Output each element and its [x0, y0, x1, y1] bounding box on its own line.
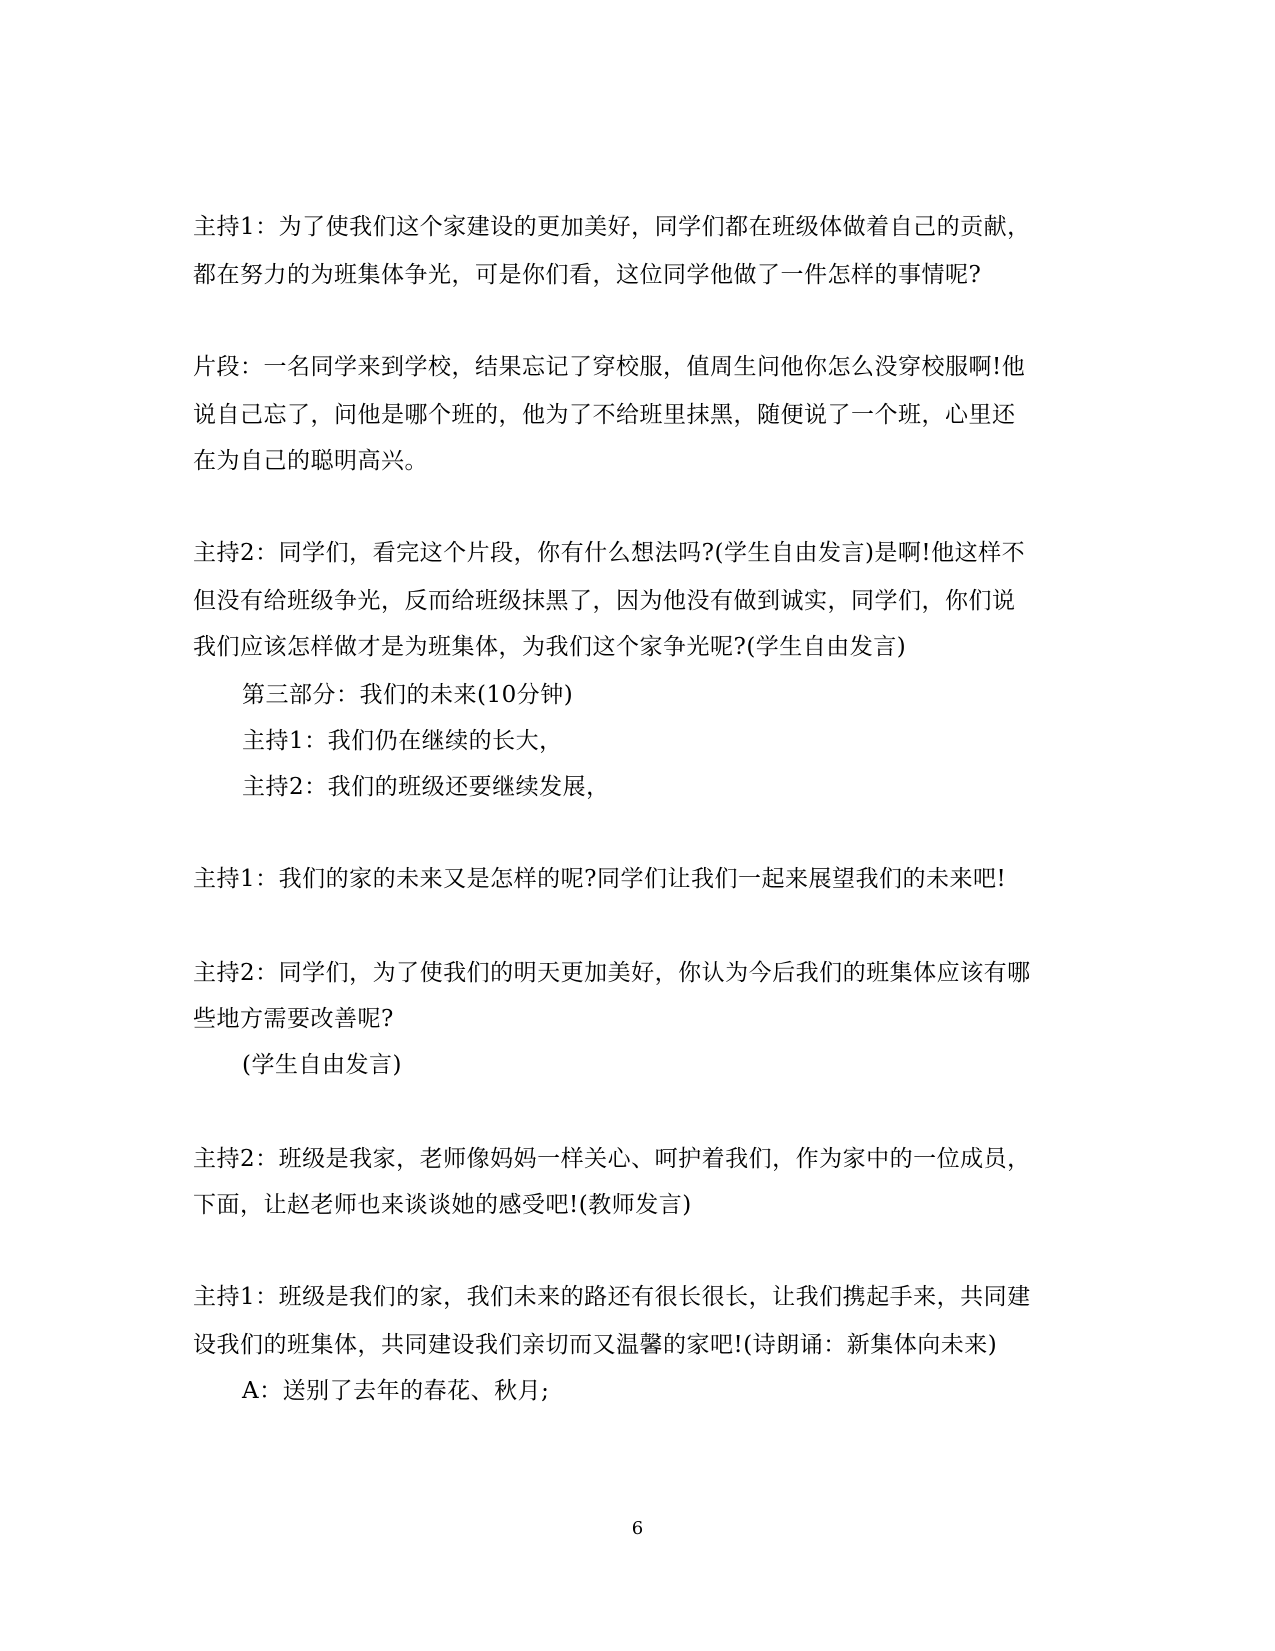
paragraph-line: 在为自己的聪明高兴。: [193, 448, 428, 474]
paragraph-line: 主持1：我们仍在继续的长大，: [242, 728, 563, 754]
section-heading: 第三部分：我们的未来(10分钟): [242, 682, 574, 708]
paragraph-line: 都在努力的为班集体争光，可是你们看，这位同学他做了一件怎样的事情呢?: [193, 262, 982, 288]
paragraph-line: 主持2：我们的班级还要继续发展，: [242, 774, 610, 800]
paragraph-line: (学生自由发言): [242, 1052, 402, 1078]
paragraph-line: 设我们的班集体，共同建设我们亲切而又温馨的家吧!(诗朗诵：新集体向未来): [193, 1332, 998, 1358]
paragraph-line: 片段：一名同学来到学校，结果忘记了穿校服，值周生问他你怎么没穿校服啊!他: [193, 354, 1026, 380]
paragraph-line: 些地方需要改善呢?: [193, 1006, 394, 1032]
paragraph-line: 主持2：同学们，看完这个片段，你有什么想法吗?(学生自由发言)是啊!他这样不: [193, 540, 1026, 566]
page-number: 6: [631, 1518, 644, 1539]
paragraph-line: 主持2：同学们，为了使我们的明天更加美好，你认为今后我们的班集体应该有哪: [193, 960, 1031, 986]
paragraph-line: 主持1：班级是我们的家，我们未来的路还有很长很长，让我们携起手来，共同建: [193, 1284, 1031, 1310]
paragraph-line: 下面，让赵老师也来谈谈她的感受吧!(教师发言): [193, 1192, 692, 1218]
paragraph-line: 我们应该怎样做才是为班集体，为我们这个家争光呢?(学生自由发言): [193, 634, 907, 660]
paragraph-line: 说自己忘了，问他是哪个班的，他为了不给班里抹黑，随便说了一个班，心里还: [193, 402, 1016, 428]
paragraph-line: 但没有给班级争光，反而给班级抹黑了，因为他没有做到诚实，同学们，你们说: [193, 588, 1016, 614]
paragraph-line: 主持1：我们的家的未来又是怎样的呢?同学们让我们一起来展望我们的未来吧!: [193, 866, 1007, 892]
paragraph-line: A：送别了去年的春花、秋月;: [242, 1378, 550, 1404]
paragraph-line: 主持1：为了使我们这个家建设的更加美好，同学们都在班级体做着自己的贡献，: [193, 214, 1031, 240]
paragraph-line: 主持2：班级是我家，老师像妈妈一样关心、呵护着我们，作为家中的一位成员，: [193, 1146, 1031, 1172]
